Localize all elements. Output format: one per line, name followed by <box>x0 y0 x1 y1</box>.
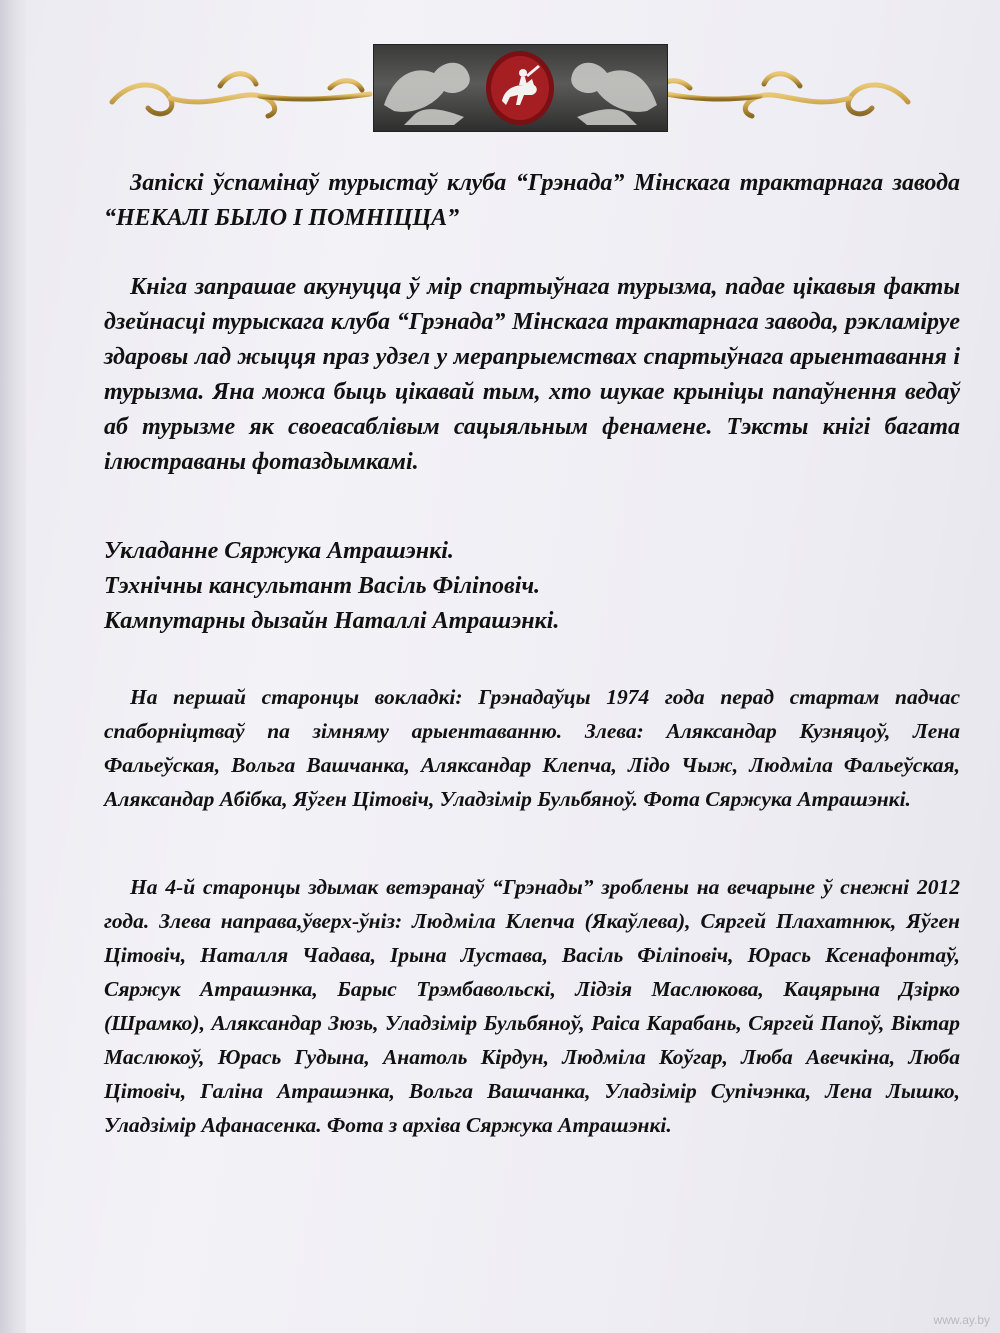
intro-paragraph: Запіскі ўспамінаў турыстаў клуба “Грэнада” Мінскага трактарнага завода “НЕКАЛІ БЫЛО І ПОМНІЦЦА” <box>104 170 960 231</box>
site-watermark: www.ay.by <box>933 1313 990 1327</box>
left-scroll-ornament-icon <box>112 74 370 116</box>
back-caption-paragraph: На 4-й старонцы здымак ветэранаў “Грэнады” зроблены на вечарыне ў снежні 2012 года. Злева направа,ўверх-ўніз: Людміла Клепча (Якаўлева), Сяргей Плахатнюк, Яўген Цітовіч, Наталля Чадава, Ірына Лустава, Васіль Філіповіч, Юрась Ксенафонтаў, Сяржук Атрашэнка, Барыс Трэмбавольскі, Лідзія Маслюкова, Кацярына Дзірко (Шрамко), Аляксандар Зюзь, Уладзімір Бульбяноў, Раіса Карабань, Сяргей Папоў, Віктар Маслюкоў, Юрась Гудына, Анатоль Кірдун, Людміла Коўгар, Люба Авечкіна, Люба Цітовіч, Галіна Атрашэнка, Вольга Вашчанка, Уладзімір Супічэнка, Лена Лышко, Уладзімір Афанасенка. Фота з архіва Сяржука Атрашэнкі. <box>104 875 960 1137</box>
cover-caption-paragraph: На першай старонцы вокладкі: Грэнадаўцы 1974 года перад стартам падчас спаборніцтваў па зімняму арыентаванню. Злева: Аляксандар Кузняцоў, Лена Фальеўская, Вольга Вашчанка, Аляксандар Клепча, Лідо Чыж, Людміла Фальеўская, Аляксандар Абібка, Яўген Цітовіч, Уладзімір Бульбяноў. Фота Сяржука Атрашэнкі. <box>104 685 960 811</box>
compiler-credit: Укладанне Сяржука Атрашэнкі. <box>104 538 454 564</box>
design-credit: Кампутарны дызайн Наталлі Атрашэнкі. <box>104 608 560 634</box>
description-paragraph: Кніга запрашае акунуцца ў мір спартыўнага турызма, падае цікавыя факты дзейнасці турыскага клуба “Грэнада” Мінскага трактарнага завода, рэкламіруе здаровы лад жыцця праз удзел у мерапрыемствах спартыўнага арыентавання і турызма. Яна можа быць цікавай тым, хто шукае крыніцы папаўнення ведаў аб турызме як своеасаблівым сацыяльным фенамене. Тэксты кнігі багата ілюстраваны фотаздымкамі. <box>104 274 960 475</box>
pahonia-coat-of-arms-icon <box>374 45 667 131</box>
right-scroll-ornament-icon <box>658 74 908 116</box>
credits-block <box>104 534 864 639</box>
carved-relief-panel <box>373 44 668 132</box>
book-gutter-shadow <box>0 0 26 1333</box>
consultant-credit: Тэхнічны кансультант Васіль Філіповіч. <box>104 573 541 599</box>
